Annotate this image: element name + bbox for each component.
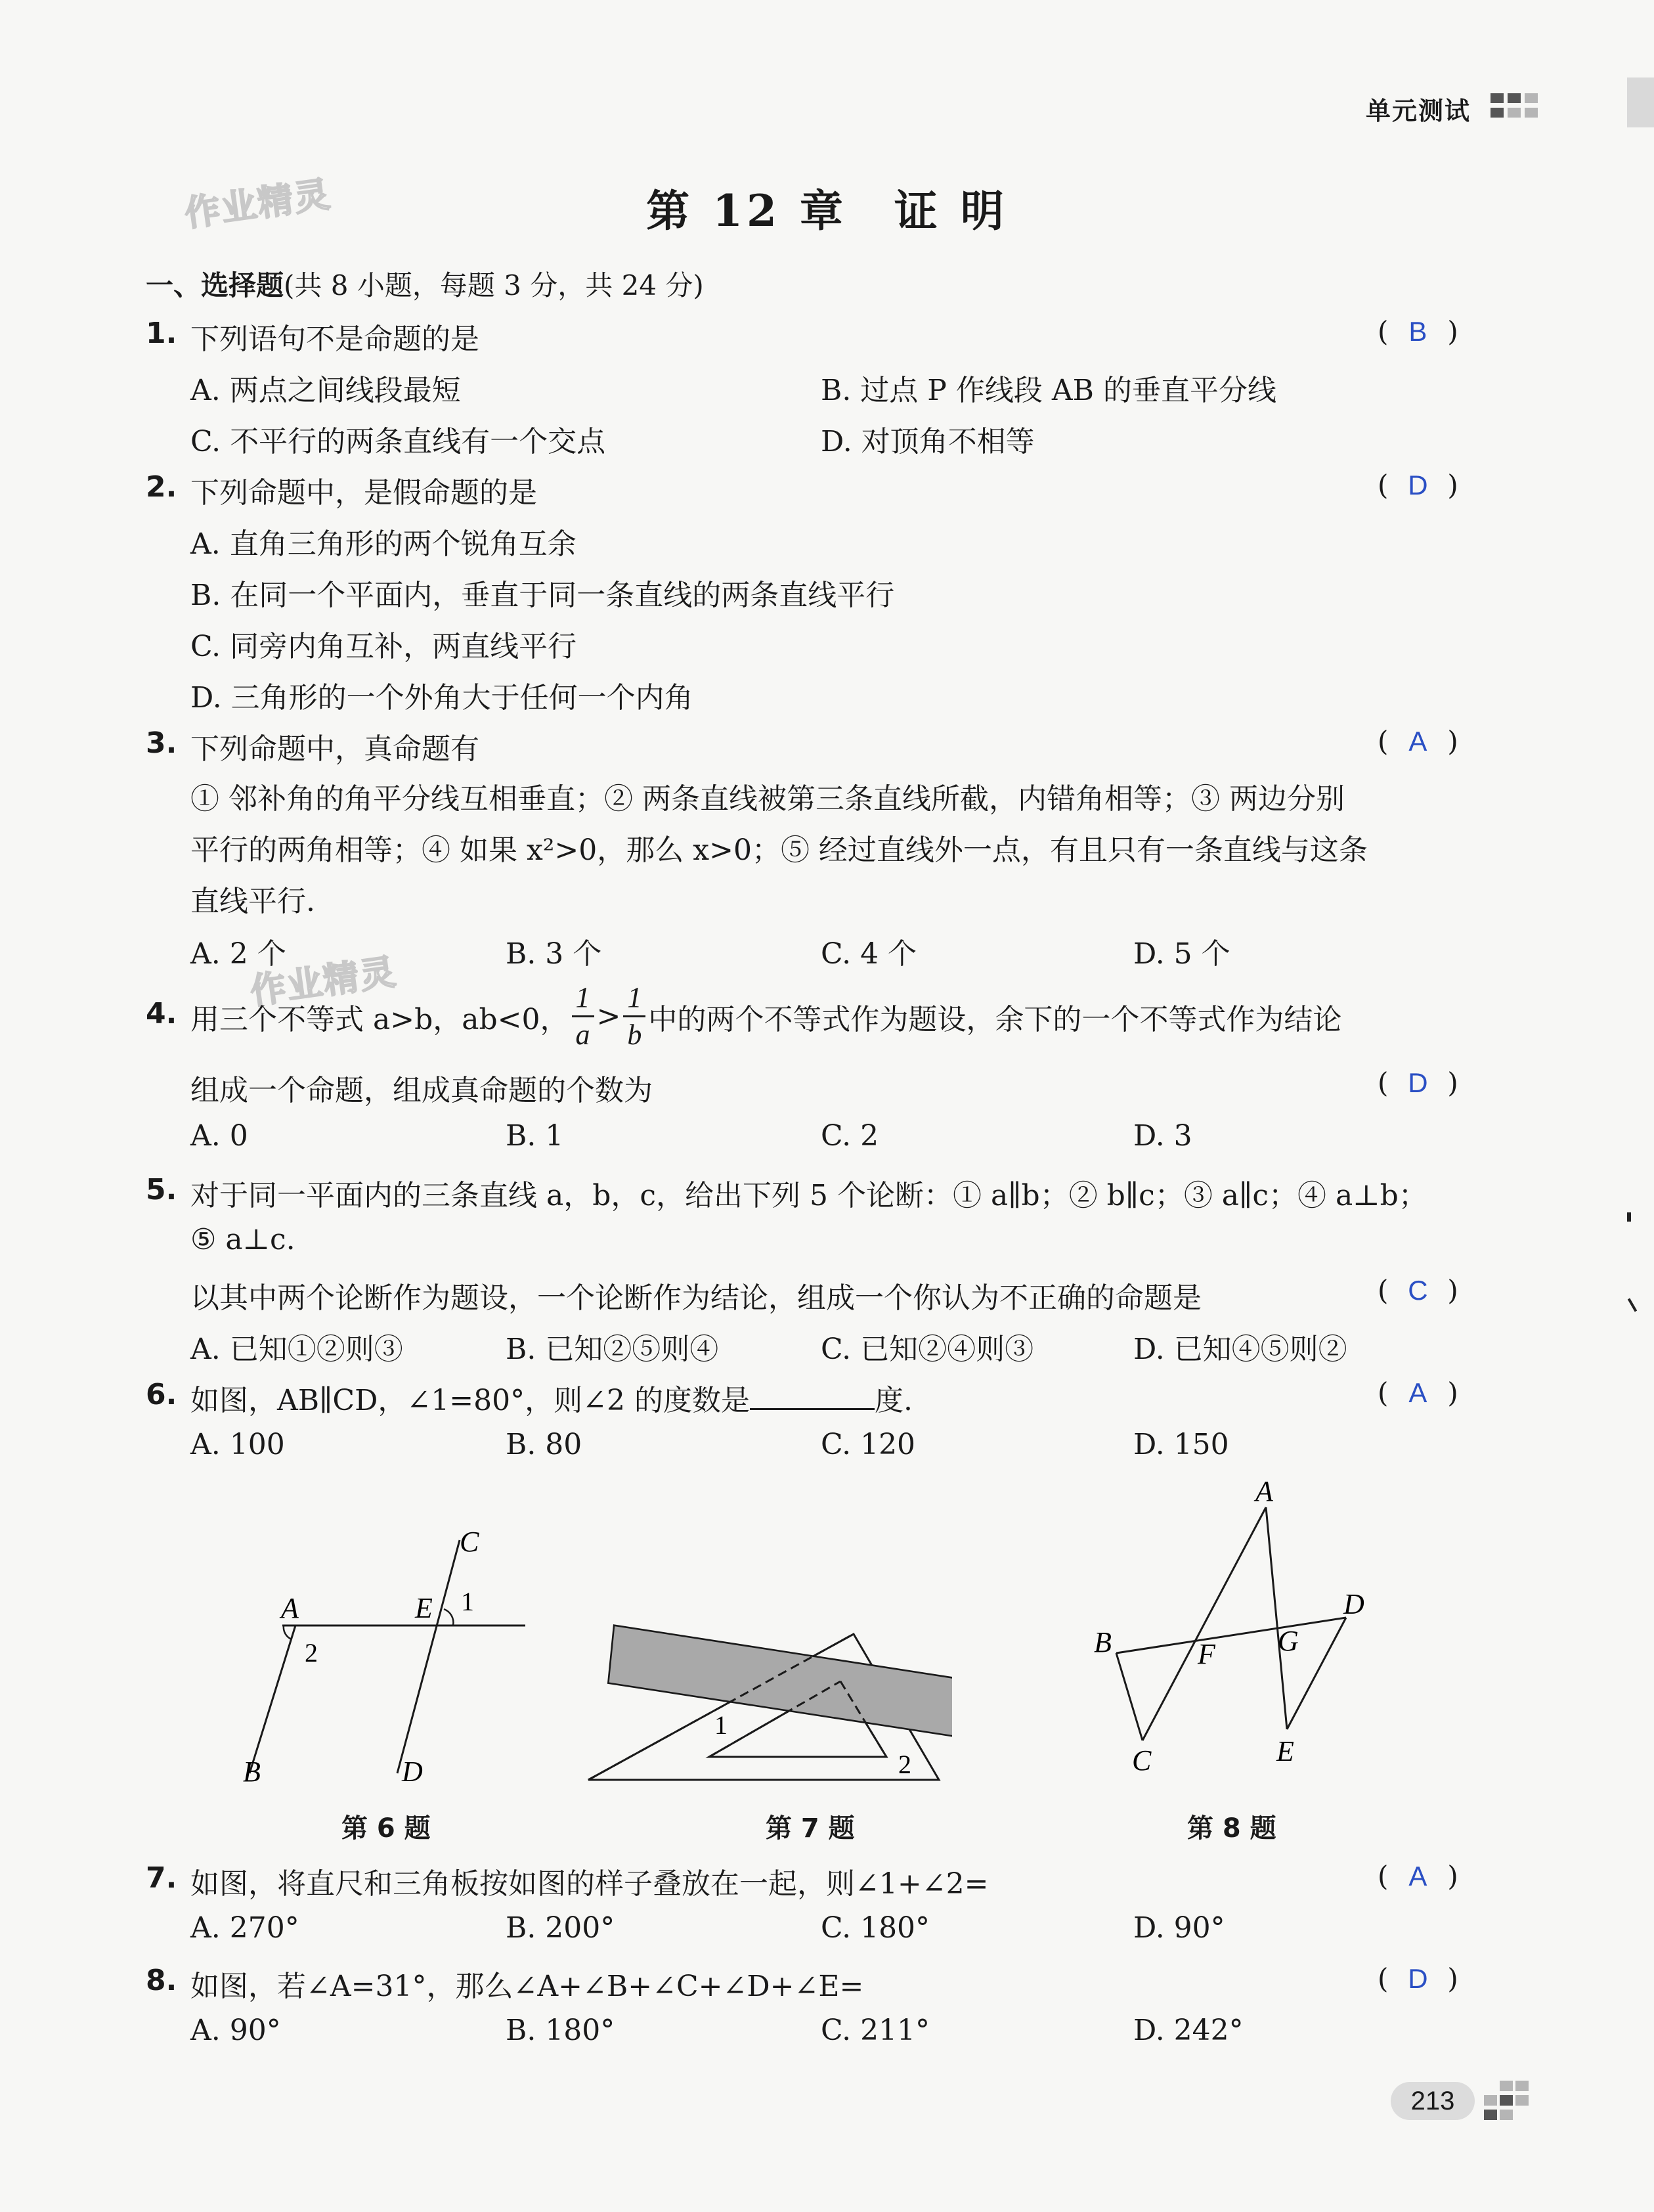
answer-box: ( D ): [1378, 1067, 1458, 1099]
label-B: B: [1094, 1626, 1112, 1658]
fill-blank: [750, 1388, 875, 1410]
option: B. 在同一个平面内，垂直于同一条直线的两条直线平行: [190, 579, 895, 612]
figure-caption: 第 8 题: [1187, 1813, 1276, 1844]
angle-2-arc: [284, 1626, 292, 1639]
option: A. 100: [190, 1428, 285, 1461]
question-number: 6.: [146, 1378, 177, 1411]
stem-part: 如图，AB∥CD，∠1=80°，则∠2 的度数是: [190, 1384, 750, 1417]
answer-box: ( A ): [1378, 1377, 1458, 1409]
question-body-line: 平行的两角相等；④ 如果 x²>0，那么 x>0；⑤ 经过直线外一点，有且只有一条直线与这条: [190, 833, 1368, 867]
option: B. 3 个: [506, 937, 602, 971]
option: D. 242°: [1133, 2014, 1244, 2047]
question-stem: [190, 1377, 913, 1419]
fraction-numerator: 1: [572, 980, 594, 1017]
answer-box: ( D ): [1378, 469, 1458, 501]
option: A. 0: [190, 1119, 248, 1153]
answer-value: B: [1408, 316, 1427, 347]
header-label: 单元测试: [1366, 96, 1471, 125]
answer-box: ( B ): [1378, 315, 1458, 347]
figure-8: [1083, 1474, 1385, 1777]
stem-part: 用三个不等式 a>b，ab<0，: [190, 1002, 569, 1036]
question-stem: 下列语句不是命题的是: [190, 322, 479, 356]
figure-caption: 第 7 题: [766, 1813, 855, 1844]
option: D. 三角形的一个外角大于任何一个内角: [190, 681, 693, 715]
section-heading: [146, 264, 704, 303]
answer-value: D: [1408, 1963, 1428, 1994]
page-title: 第 12 章 证 明: [646, 185, 1008, 236]
fraction-numerator: 1: [623, 980, 645, 1017]
question-number: 5.: [146, 1173, 177, 1206]
stem-part: 度.: [874, 1384, 913, 1417]
question-stem-continued: 组成一个命题，组成真命题的个数为: [190, 1074, 653, 1107]
option: B. 已知②⑤则④: [506, 1333, 719, 1366]
page-number: 213: [1391, 2082, 1475, 2120]
question-stem-continued: ⑤ a⊥c.: [190, 1223, 295, 1256]
question-stem: 下列命题中，真命题有: [190, 732, 479, 766]
line-AB: [250, 1626, 295, 1773]
section-note: (共 8 小题，每题 3 分，共 24 分): [284, 269, 704, 301]
label-angle-2: 2: [898, 1750, 911, 1779]
question-body-line: 直线平行.: [190, 885, 315, 918]
question-stem-continued: 以其中两个论断作为题设，一个论断作为结论，组成一个你认为不正确的命题是: [190, 1281, 1202, 1315]
option: D. 5 个: [1133, 937, 1230, 971]
answer-box: ( C ): [1378, 1274, 1458, 1306]
label-angle-2: 2: [305, 1638, 318, 1668]
option: B. 1: [506, 1119, 564, 1153]
label-C: C: [1132, 1744, 1152, 1777]
answer-value: A: [1408, 726, 1427, 757]
option: B. 过点 P 作线段 AB 的垂直平分线: [821, 374, 1276, 407]
figure-caption: 第 6 题: [341, 1813, 431, 1844]
label-A: A: [281, 1592, 299, 1624]
question-stem: 对于同一平面内的三条直线 a，b，c，给出下列 5 个论断：① a∥b；② b∥c；③ a∥c；④ a⊥b；: [190, 1179, 1427, 1212]
question-stem: [190, 980, 1341, 1053]
label-angle-1: 1: [461, 1587, 474, 1616]
page-edge-strip: [1627, 77, 1654, 127]
label-G: G: [1278, 1625, 1299, 1657]
line-AC: [1143, 1507, 1266, 1740]
scan-mark: [1628, 1298, 1637, 1312]
label-F: F: [1198, 1638, 1215, 1670]
question-stem: 如图，若∠A=31°，那么∠A+∠B+∠C+∠D+∠E=: [190, 1970, 864, 2003]
question-number: 8.: [146, 1964, 177, 1997]
answer-box: ( D ): [1378, 1962, 1458, 1995]
option: A. 2 个: [190, 937, 286, 971]
question-number: 1.: [146, 317, 177, 350]
fraction-denominator: a: [575, 1019, 590, 1051]
question-number: 3.: [146, 726, 177, 760]
fraction: [572, 980, 594, 1053]
option: C. 4 个: [821, 937, 917, 971]
option: A. 90°: [190, 2014, 281, 2047]
answer-value: A: [1408, 1377, 1427, 1408]
option: D. 3: [1133, 1119, 1192, 1153]
label-E: E: [1276, 1735, 1294, 1767]
question-number: 7.: [146, 1861, 177, 1895]
answer-box: ( A ): [1378, 1860, 1458, 1892]
footer-grid-icon: [1484, 2081, 1536, 2120]
fraction: [623, 980, 645, 1053]
answer-value: C: [1408, 1275, 1428, 1306]
option: C. 同旁内角互补，两直线平行: [190, 630, 577, 663]
option: D. 已知④⑤则②: [1133, 1333, 1347, 1366]
answer-value: D: [1408, 470, 1428, 500]
stem-part: 中的两个不等式作为题设，余下的一个不等式作为结论: [648, 1002, 1342, 1036]
option: B. 80: [506, 1428, 582, 1461]
label-D: D: [402, 1756, 423, 1788]
question-number: 2.: [146, 470, 177, 504]
option: D. 90°: [1133, 1911, 1225, 1945]
option: A. 直角三角形的两个锐角互余: [190, 527, 577, 561]
option: C. 120: [821, 1428, 916, 1461]
label-A: A: [1255, 1475, 1273, 1507]
watermark: 作业精灵: [182, 173, 334, 235]
question-number: 4.: [146, 997, 177, 1030]
line-AE: [1266, 1507, 1287, 1729]
answer-value: D: [1408, 1067, 1428, 1098]
question-body-line: ① 邻补角的角平分线互相垂直；② 两条直线被第三条直线所截，内错角相等；③ 两边分别: [190, 782, 1345, 816]
option: C. 不平行的两条直线有一个交点: [190, 425, 606, 458]
option: B. 180°: [506, 2014, 615, 2047]
fraction-denominator: b: [627, 1019, 642, 1051]
line-BC: [1116, 1653, 1143, 1740]
question-stem: 下列命题中，是假命题的是: [190, 476, 537, 510]
label-C: C: [460, 1526, 479, 1558]
option: D. 对顶角不相等: [821, 425, 1035, 458]
angle-1-arc: [444, 1609, 453, 1626]
option: C. 已知②④则③: [821, 1333, 1034, 1366]
question-stem: 如图，将直尺和三角板按如图的样子叠放在一起，则∠1+∠2=: [190, 1867, 989, 1901]
option: C. 2: [821, 1119, 879, 1153]
figure-7: [584, 1616, 952, 1806]
option: A. 两点之间线段最短: [190, 374, 461, 407]
line-BD: [1116, 1618, 1346, 1653]
option: A. 270°: [190, 1911, 299, 1945]
label-B: B: [243, 1756, 261, 1788]
inequality-sign: >: [596, 1000, 621, 1033]
option: C. 211°: [821, 2014, 930, 2047]
ruler: [608, 1626, 952, 1736]
option: D. 150: [1133, 1428, 1229, 1461]
answer-box: ( A ): [1378, 725, 1458, 757]
watermark: 作业精灵: [248, 950, 399, 1013]
label-angle-1: 1: [714, 1710, 728, 1740]
line-CD: [397, 1540, 460, 1773]
option: B. 200°: [506, 1911, 615, 1945]
header-grid-icon: [1491, 93, 1543, 121]
section-label: 一、选择题: [146, 269, 284, 301]
option: C. 180°: [821, 1911, 930, 1945]
label-E: E: [415, 1592, 433, 1624]
label-D: D: [1343, 1588, 1364, 1620]
scan-mark: [1627, 1212, 1631, 1222]
answer-value: A: [1408, 1861, 1427, 1891]
option: A. 已知①②则③: [190, 1333, 403, 1366]
figure-6: [236, 1524, 538, 1800]
